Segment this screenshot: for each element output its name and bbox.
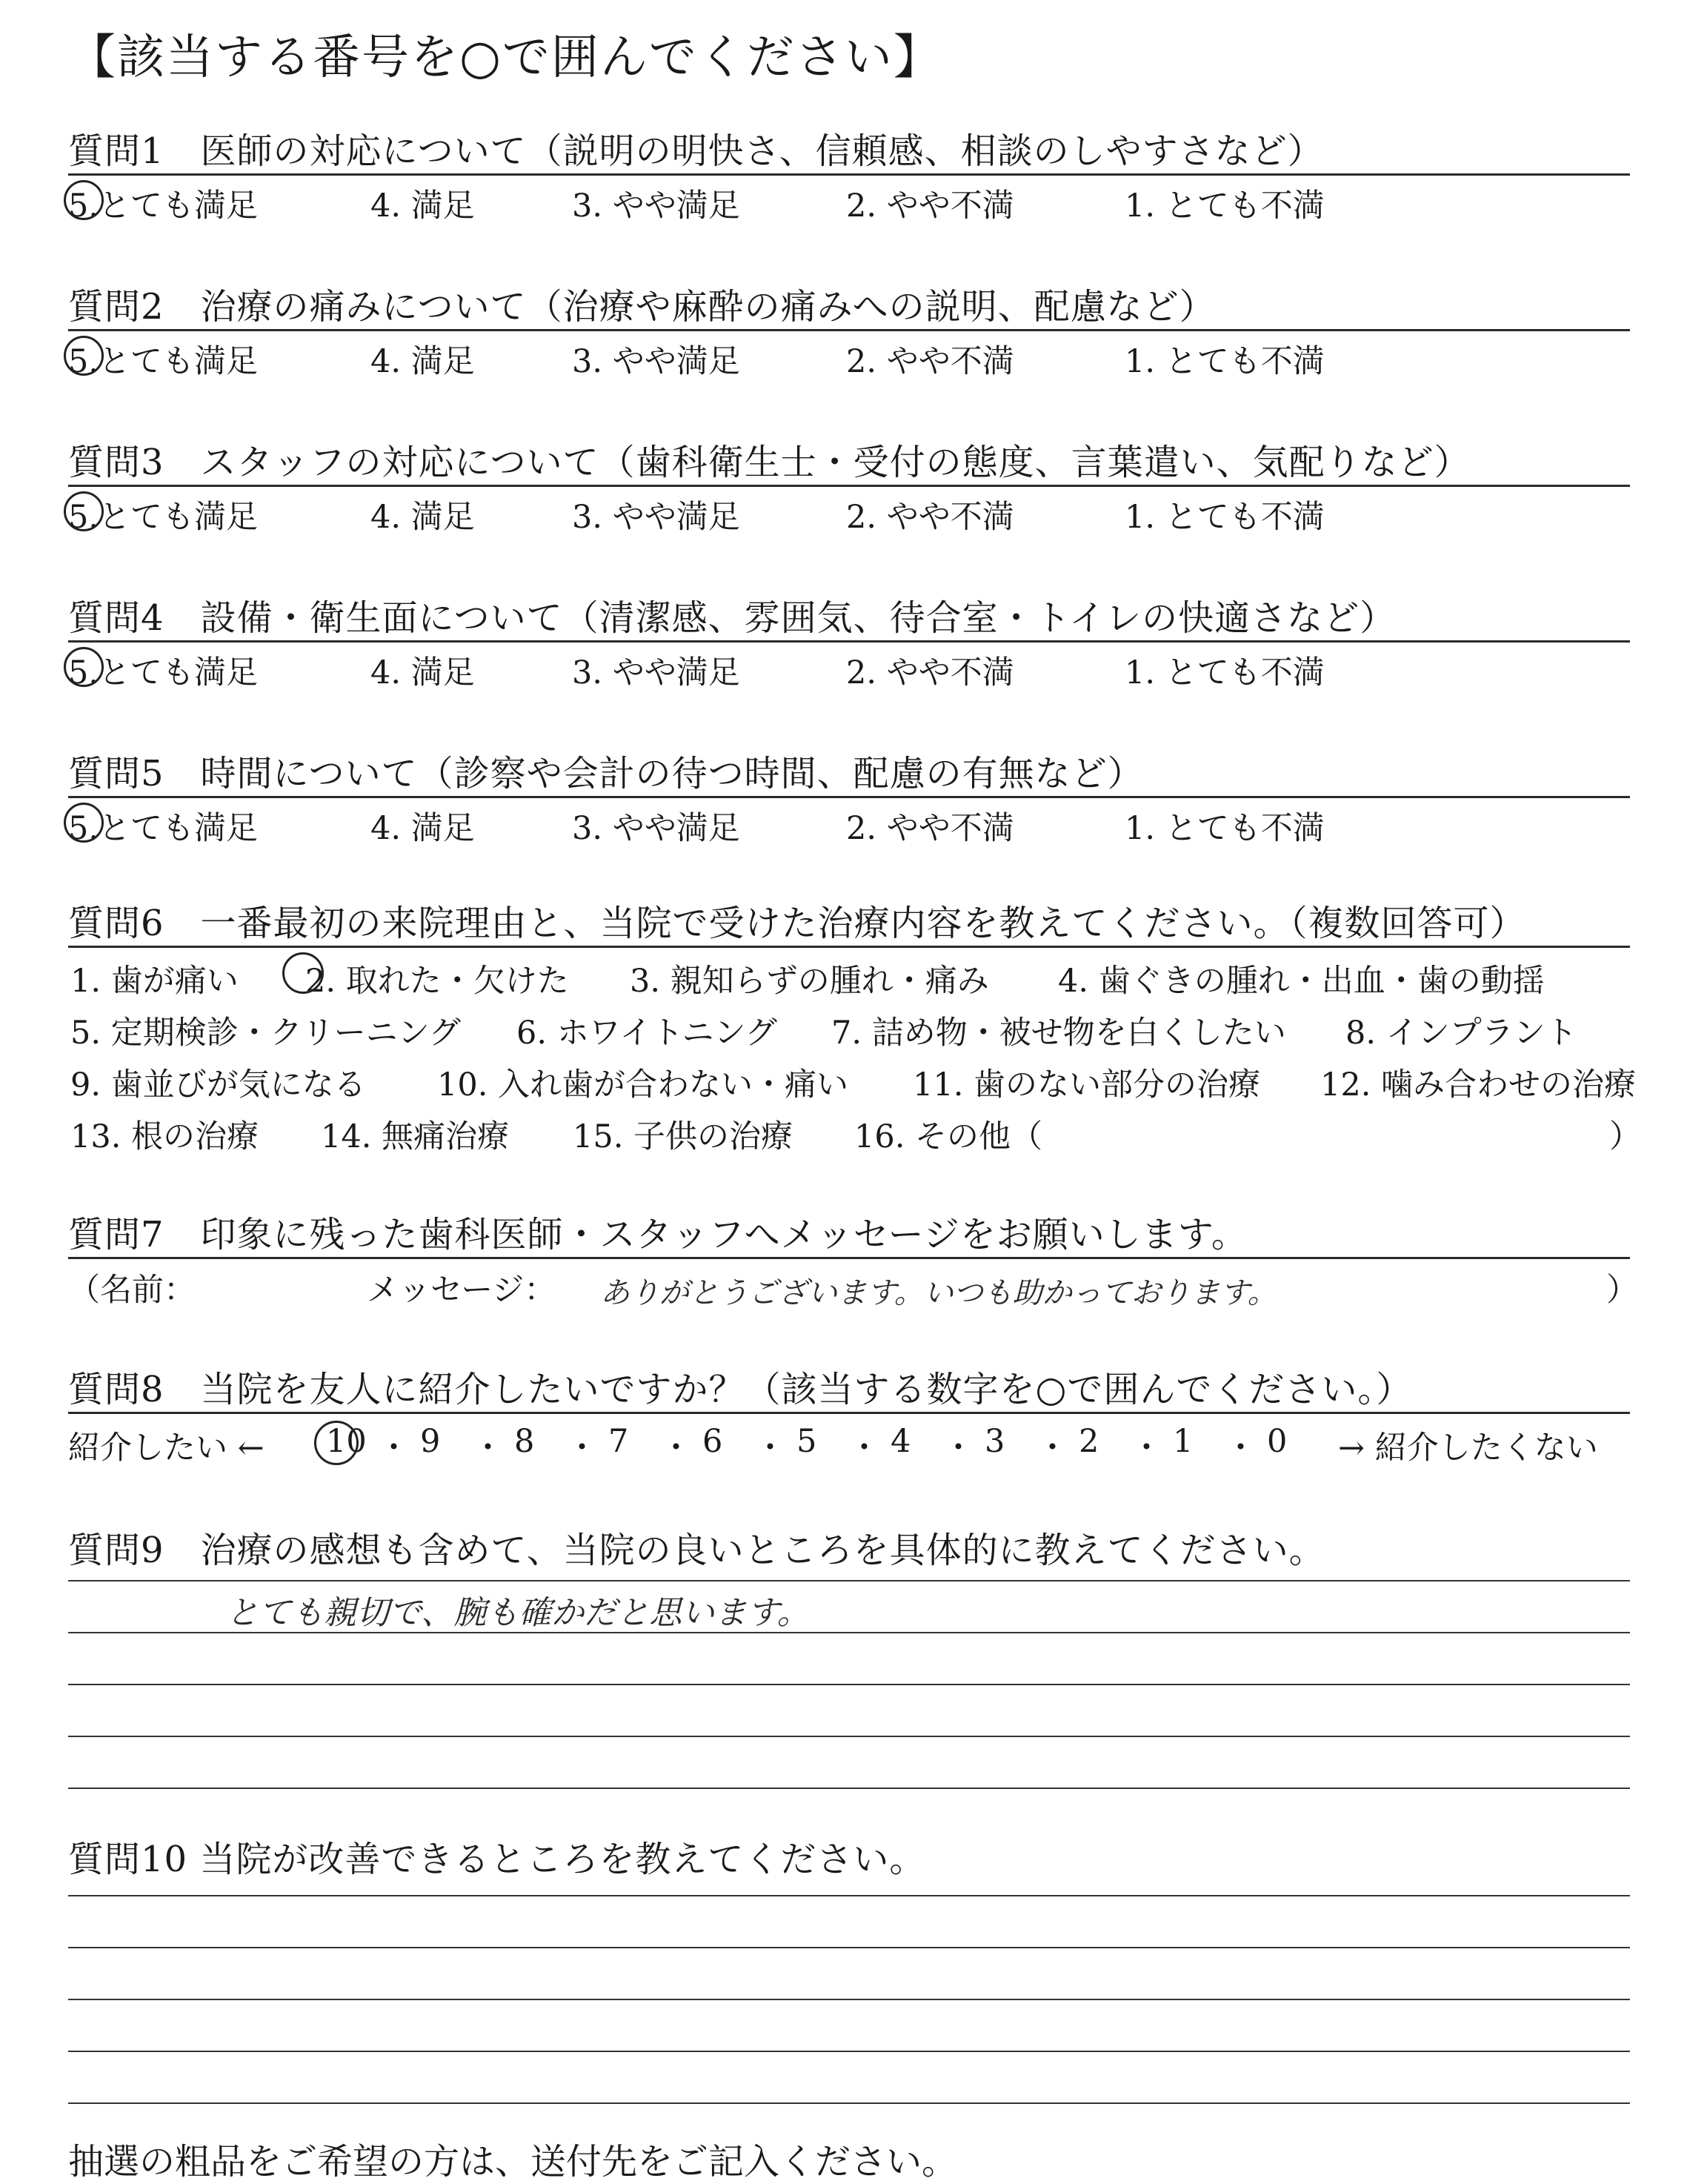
rating-option-2[interactable]: 2. やや不満 bbox=[846, 343, 1014, 380]
question-rule bbox=[68, 173, 1630, 176]
q8-scale-option[interactable]: 9 bbox=[420, 1423, 441, 1460]
q8-left-label: 紹介したい ← bbox=[68, 1430, 264, 1467]
q10-heading: 質問10 当院が改善できるところを教えてください。 bbox=[68, 1839, 926, 1880]
q6-option[interactable]: 2. 取れた・欠けた bbox=[305, 963, 569, 1000]
q8-scale-option[interactable]: 8 bbox=[514, 1423, 535, 1460]
q6-option[interactable]: 14. 無痛治療 bbox=[321, 1118, 510, 1155]
page-title: 【該当する番号を○で囲んでください】 bbox=[68, 30, 942, 85]
q8-scale-option[interactable]: 5 bbox=[796, 1423, 817, 1460]
q8-scale-separator: ・ bbox=[660, 1430, 692, 1467]
q6-rule bbox=[68, 946, 1630, 948]
q8-scale-separator: ・ bbox=[1036, 1430, 1068, 1467]
q8-scale-separator: ・ bbox=[942, 1430, 974, 1467]
q8-scale-separator: ・ bbox=[566, 1430, 598, 1467]
question-heading: 質問3 スタッフの対応について（歯科衛生士・受付の態度、言葉遣い、気配りなど） bbox=[68, 442, 1471, 483]
q8-rule bbox=[68, 1412, 1630, 1414]
rating-option-3[interactable]: 3. やや満足 bbox=[572, 654, 740, 691]
q6-option[interactable]: 9. 歯並びが気になる bbox=[70, 1066, 366, 1103]
rating-option-1[interactable]: 1. とても不満 bbox=[1125, 654, 1325, 691]
q8-scale-option[interactable]: 4 bbox=[891, 1423, 911, 1460]
q7-rule bbox=[68, 1257, 1630, 1259]
q6-option[interactable]: 12. 噛み合わせの治療 bbox=[1320, 1066, 1637, 1103]
q6-option[interactable]: 4. 歯ぐきの腫れ・出血・歯の動揺 bbox=[1058, 963, 1545, 1000]
q9-answer-field[interactable]: とても親切で、腕も確かだと思います。 bbox=[226, 1594, 810, 1632]
q6-selection-circle bbox=[282, 952, 324, 994]
q7-message-label: メッセージ： bbox=[367, 1272, 556, 1309]
q10-line bbox=[68, 1895, 1630, 1896]
q9-line bbox=[68, 1632, 1630, 1633]
q6-heading: 質問6 一番最初の来院理由と、当院で受けた治療内容を教えてください。（複数回答可） bbox=[68, 903, 1526, 944]
q8-scale-separator: ・ bbox=[378, 1430, 410, 1467]
question-heading: 質問1 医師の対応について（説明の明快さ、信頼感、相談のしやすさなど） bbox=[68, 130, 1324, 172]
q9-line bbox=[68, 1736, 1630, 1737]
q8-scale-option[interactable]: 10 bbox=[326, 1423, 367, 1460]
rating-option-1[interactable]: 1. とても不満 bbox=[1125, 810, 1325, 847]
q9-line bbox=[68, 1684, 1630, 1685]
question-rule bbox=[68, 796, 1630, 798]
q8-scale-option[interactable]: 1 bbox=[1173, 1423, 1194, 1460]
q10-line bbox=[68, 1947, 1630, 1948]
rating-option-3[interactable]: 3. やや満足 bbox=[572, 343, 740, 380]
q8-scale-option[interactable]: 3 bbox=[985, 1423, 1005, 1460]
rating-option-3[interactable]: 3. やや満足 bbox=[572, 187, 740, 225]
rating-option-5[interactable]: 5.とても満足 bbox=[68, 187, 259, 225]
rating-selection-circle bbox=[64, 647, 104, 687]
q8-scale-separator: ・ bbox=[1131, 1430, 1162, 1467]
q8-heading: 質問8 当院を友人に紹介したいですか？（該当する数字を○で囲んでください。） bbox=[68, 1369, 1413, 1410]
q6-option[interactable]: 8. インプラント bbox=[1345, 1015, 1577, 1052]
q8-right-label: → 紹介したくない bbox=[1338, 1430, 1598, 1467]
q7-close-paren: ） bbox=[1606, 1272, 1638, 1309]
rating-option-5[interactable]: 5.とても満足 bbox=[68, 810, 259, 847]
q6-option[interactable]: 16. その他（ bbox=[854, 1118, 1043, 1155]
q8-scale-option[interactable]: 7 bbox=[608, 1423, 629, 1460]
q6-option[interactable]: 13. 根の治療 bbox=[70, 1118, 259, 1155]
rating-selection-circle bbox=[64, 180, 104, 220]
question-heading: 質問4 設備・衛生面について（清潔感、雰囲気、待合室・トイレの快適さなど） bbox=[68, 597, 1397, 639]
q10-line bbox=[68, 2051, 1630, 2052]
rating-option-5[interactable]: 5.とても満足 bbox=[68, 499, 259, 536]
rating-option-3[interactable]: 3. やや満足 bbox=[572, 810, 740, 847]
q9-line bbox=[68, 1788, 1630, 1789]
rating-selection-circle bbox=[64, 491, 104, 531]
q8-scale-separator: ・ bbox=[754, 1430, 786, 1467]
q6-option[interactable]: 1. 歯が痛い bbox=[70, 963, 239, 1000]
q8-scale-separator: ・ bbox=[472, 1430, 504, 1467]
footer-note: 抽選の粗品をご希望の方は、送付先をご記入ください。 bbox=[68, 2141, 958, 2183]
rating-option-4[interactable]: 4. 満足 bbox=[370, 654, 475, 691]
rating-option-4[interactable]: 4. 満足 bbox=[370, 187, 475, 225]
q6-option[interactable]: 7. 詰め物・被せ物を白くしたい bbox=[831, 1015, 1286, 1052]
q8-scale-separator: ・ bbox=[1225, 1430, 1257, 1467]
question-rule bbox=[68, 485, 1630, 487]
rating-option-1[interactable]: 1. とても不満 bbox=[1125, 187, 1325, 225]
q6-option[interactable]: 10. 入れ歯が合わない・痛い bbox=[437, 1066, 849, 1103]
rating-option-2[interactable]: 2. やや不満 bbox=[846, 810, 1014, 847]
q6-option[interactable]: 3. 親知らずの腫れ・痛み bbox=[630, 963, 989, 1000]
rating-option-1[interactable]: 1. とても不満 bbox=[1125, 343, 1325, 380]
question-heading: 質問2 治療の痛みについて（治療や麻酔の痛みへの説明、配慮など） bbox=[68, 286, 1216, 328]
q6-option[interactable]: 15. 子供の治療 bbox=[573, 1118, 793, 1155]
question-heading: 質問5 時間について（診察や会計の待つ時間、配慮の有無など） bbox=[68, 753, 1144, 794]
q10-line bbox=[68, 2102, 1630, 2104]
q9-heading: 質問9 治療の感想も含めて、当院の良いところを具体的に教えてください。 bbox=[68, 1530, 1325, 1571]
rating-option-4[interactable]: 4. 満足 bbox=[370, 810, 475, 847]
rating-option-5[interactable]: 5.とても満足 bbox=[68, 654, 259, 691]
q10-line bbox=[68, 1999, 1630, 2000]
q6-option[interactable]: 6. ホワイトニング bbox=[516, 1015, 777, 1052]
rating-option-3[interactable]: 3. やや満足 bbox=[572, 499, 740, 536]
rating-option-1[interactable]: 1. とても不満 bbox=[1125, 499, 1325, 536]
rating-option-2[interactable]: 2. やや不満 bbox=[846, 187, 1014, 225]
q8-scale-option[interactable]: 6 bbox=[702, 1423, 723, 1460]
q8-scale-option[interactable]: 0 bbox=[1267, 1423, 1288, 1460]
q8-scale-option[interactable]: 2 bbox=[1079, 1423, 1099, 1460]
rating-selection-circle bbox=[64, 336, 104, 376]
question-rule bbox=[68, 329, 1630, 331]
q8-selection-circle bbox=[314, 1421, 359, 1465]
q6-option[interactable]: 5. 定期検診・クリーニング bbox=[70, 1015, 461, 1052]
rating-option-2[interactable]: 2. やや不満 bbox=[846, 499, 1014, 536]
q7-name-label: （名前： bbox=[68, 1272, 196, 1309]
rating-option-5[interactable]: 5.とても満足 bbox=[68, 343, 259, 380]
q7-heading: 質問7 印象に残った歯科医師・スタッフへメッセージをお願いします。 bbox=[68, 1214, 1248, 1255]
q6-option[interactable]: 11. 歯のない部分の治療 bbox=[913, 1066, 1261, 1103]
q6-close-paren: ） bbox=[1609, 1118, 1641, 1155]
q8-scale-separator: ・ bbox=[848, 1430, 880, 1467]
rating-option-4[interactable]: 4. 満足 bbox=[370, 343, 475, 380]
q9-line bbox=[68, 1580, 1630, 1581]
rating-option-4[interactable]: 4. 満足 bbox=[370, 499, 475, 536]
rating-option-2[interactable]: 2. やや不満 bbox=[846, 654, 1014, 691]
question-rule bbox=[68, 640, 1630, 643]
q7-message-field[interactable]: ありがとうございます。いつも助かっております。 bbox=[600, 1276, 1277, 1310]
rating-selection-circle bbox=[64, 803, 104, 843]
